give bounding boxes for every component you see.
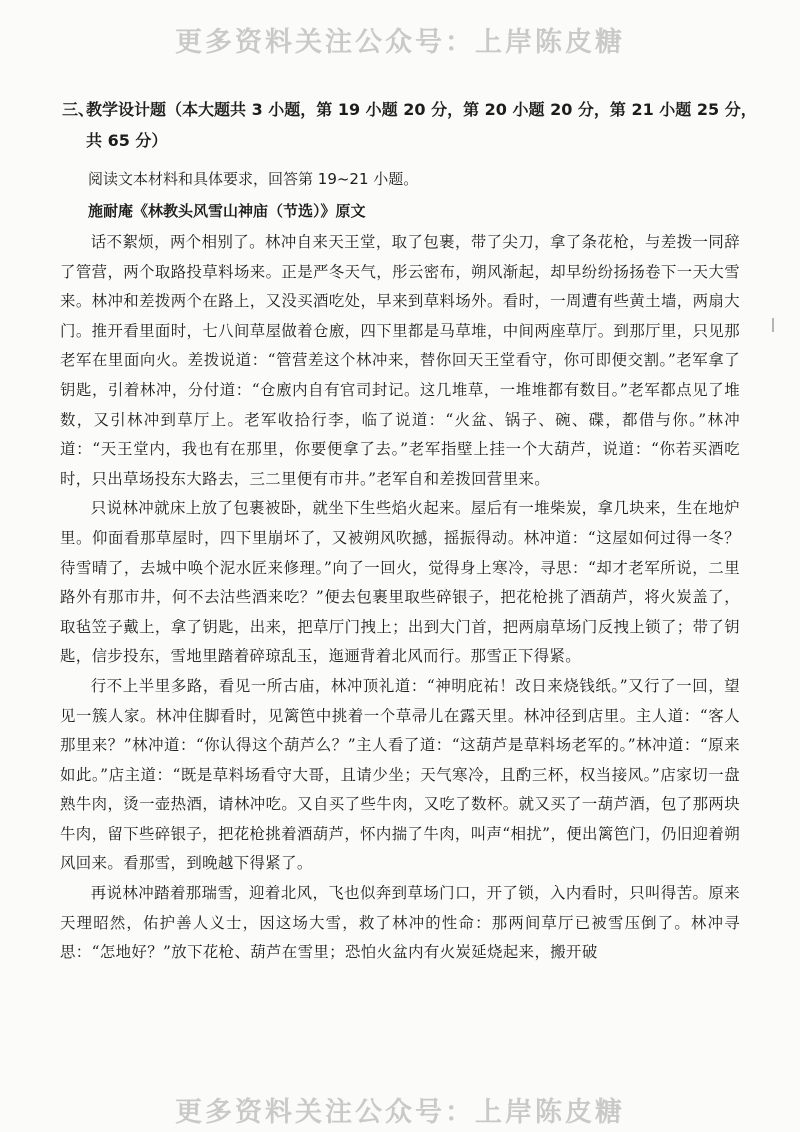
passage-body	[60, 228, 740, 968]
paragraph: 再说林冲踏着那瑞雪，迎着北风，飞也似奔到草场门口，开了锁，入内看时，只叫得苦。原来天理昭然，佑护善人义士，因这场大雪，救了林冲的性命：那两间草厅已被雪压倒了。林冲寻思：“怎地好？”放下花枪、葫芦在雪里；恐怕火盆内有火炭延烧起来，搬开破	[60, 884, 740, 962]
section-heading	[62, 94, 762, 156]
instruction-text: 阅读文本材料和具体要求，回答第 19~21 小题。	[88, 170, 419, 188]
passage-title: 施耐庵《林教头风雪山神庙（节选）》原文	[88, 202, 366, 220]
watermark-bottom: 更多资料关注公众号：上岸陈皮糖	[175, 1097, 625, 1128]
paragraph: 话不絮烦，两个相别了。林冲自来天王堂，取了包裹，带了尖刀，拿了条花枪，与差拨一同辞了管营，两个取路投草料场来。正是严冬天气，彤云密布，朔风渐起，却早纷纷扬扬卷下一天大雪来。林冲和差拨两个在路上，又没买酒吃处，早来到草料场外。看时，一周遭有些黄土墙，两扇大门。推开看里面时，七八间草屋做着仓廒，四下里都是马草堆，中间两座草厅。到那厅里，只见那老军在里面向火。差拨说道：“管营差这个林冲来，替你回天王堂看守，你可即便交割。”老军拿了钥匙，引着林冲，分付道：“仓廒内自有官司封记。这几堆草，一堆堆都有数目。”老军都点见了堆数，又引林冲到草厅上。老军收拾行李，临了说道：“火盆、锅子、碗、碟，都借与你。”林冲道：“天王堂内，我也有在那里，你要便拿了去。”老军指壁上挂一个大葫芦，说道：“你若买酒吃时，只出草场投东大路去，三二里便有市井。”老军自和差拨回营里来。	[60, 233, 740, 488]
paragraph: 行不上半里多路，看见一所古庙，林冲顶礼道：“神明庇祐！改日来烧钱纸。”又行了一回，望见一簇人家。林冲住脚看时，见篱笆中挑着一个草帚儿在露天里。林冲径到店里。主人道：“客人那里来？”林冲道：“你认得这个葫芦么？”主人看了道：“这葫芦是草料场老军的。”林冲道：“原来如此。”店主道：“既是草料场看守大哥，且请少坐；天气寒冷，且酌三杯，权当接风。”店家切一盘熟牛肉，烫一壶热酒，请林冲吃。又自买了些牛肉，又吃了数杯。就又买了一葫芦酒，包了那两块牛肉，留下些碎银子，把花枪挑着酒葫芦，怀内揣了牛肉，叫声“相扰”，便出篱笆门，仍旧迎着朔风回来。看那雪，到晚越下得紧了。	[60, 676, 740, 873]
paragraph: 只说林冲就床上放了包裹被卧，就坐下生些焰火起来。屋后有一堆柴炭，拿几块来，生在地炉里。仰面看那草屋时，四下里崩坏了，又被朔风吹撼，摇振得动。林冲道：“这屋如何过得一冬？待雪晴了，去城中唤个泥水匠来修理。”向了一回火，觉得身上寒冷，寻思：“却才老军所说，二里路外有那市井，何不去沽些酒来吃？”便去包裹里取些碎银子，把花枪挑了酒葫芦，将火炭盖了，取毡笠子戴上，拿了钥匙，出来，把草厅门拽上；出到大门首，把两扇草场门反拽上锁了；带了钥匙，信步投东，雪地里踏着碎琼乱玉，迤逦背着北风而行。那雪正下得紧。	[60, 499, 740, 666]
margin-mark	[772, 318, 774, 332]
watermark-top: 更多资料关注公众号：上岸陈皮糖	[175, 27, 625, 58]
section-number: 三、	[62, 100, 95, 119]
section-title-text: 教学设计题（本大题共 3 小题，第 19 小题 20 分，第 20 小题 20 分，第 21 小题 25 分，共 65 分）	[86, 100, 757, 150]
